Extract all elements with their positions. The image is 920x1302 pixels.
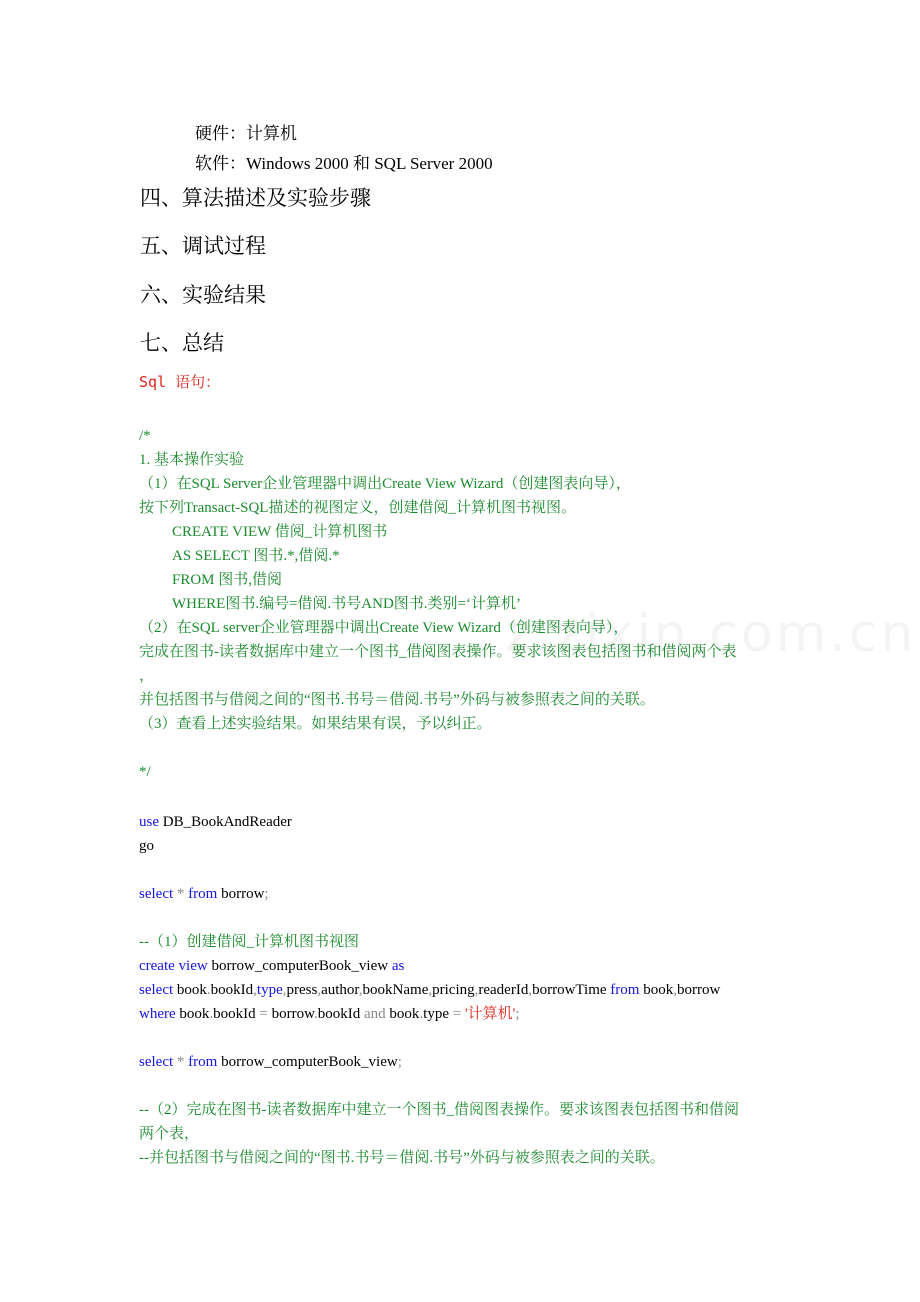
identifier: bookName (362, 982, 429, 998)
comment-step2-b: 完成在图书-读者数据库中建立一个图书_借阅图表操作。要求该图表包括图书和借阅两个表 (139, 644, 737, 660)
identifier: borrow (217, 886, 265, 902)
comment-step2-d: 并包括图书与借阅之间的“图书.书号＝借阅.书号”外码与被参照表之间的关联。 (139, 692, 655, 708)
identifier: type (423, 1006, 453, 1022)
keyword: select (139, 886, 174, 902)
operator: , (528, 982, 533, 998)
operator: , (673, 982, 677, 998)
comment-step2-a: （2）在SQL server企业管理器中调出Create View Wizard（创建图表向导）， (139, 620, 629, 636)
operator: , (474, 982, 479, 998)
identifier: bookId (210, 982, 254, 998)
operator: , (428, 982, 433, 998)
keyword: type (256, 982, 283, 998)
operator: . (313, 1006, 318, 1022)
comment-step3: （3）查看上述实验结果。如果结果有误，予以纠正。 (139, 716, 492, 732)
code-comment-2-b: 两个表， (139, 1126, 200, 1142)
operator: * (173, 886, 189, 902)
identifier: book (173, 982, 207, 998)
keyword: where (139, 1006, 176, 1022)
code-comment-2-c: --并包括图书与借阅之间的“图书.书号＝借阅.书号”外码与被参照表之间的关联。 (139, 1150, 665, 1166)
identifier: borrow_computerBook_view (217, 1054, 398, 1070)
section-heading-5: 五、调试过程 (140, 234, 266, 258)
code-select-columns (139, 980, 720, 1000)
comment-open: /* (139, 428, 151, 444)
code-select-borrow (139, 884, 269, 904)
code-comment-2-a: --（2）完成在图书-读者数据库中建立一个图书_借阅图表操作。要求该图表包括图书和借阅 (139, 1102, 739, 1118)
identifier: bookId (317, 1006, 364, 1022)
keyword: select (139, 1054, 174, 1070)
operator: = (452, 1006, 465, 1022)
software-line: 软件：Windows 2000 和 SQL Server 2000 (195, 154, 493, 173)
keyword: as (391, 958, 405, 974)
identifier: DB_BookAndReader (159, 814, 292, 830)
keyword: from (188, 886, 218, 902)
identifier: bookId (213, 1006, 260, 1022)
identifier: pricing (432, 982, 475, 998)
comment-def-4: WHERE图书.编号=借阅.书号AND图书.类别=‘计算机’ (172, 596, 521, 612)
identifier: borrow (676, 982, 721, 998)
operator: , (282, 982, 287, 998)
hardware-line: 硬件：计算机 (195, 124, 297, 143)
comment-def-2: AS SELECT 图书.*,借阅.* (172, 548, 340, 564)
sql-header: Sql 语句： (139, 373, 221, 391)
comment-step1-a: （1）在SQL Server企业管理器中调出Create View Wizard（创建图表向导）， (139, 476, 631, 492)
operator: ; (515, 1006, 520, 1022)
identifier: book (385, 1006, 420, 1022)
comment-step1-b: 按下列Transact-SQL描述的视图定义，创建借阅_计算机图书视图。 (139, 500, 576, 516)
code-use-line (139, 812, 292, 832)
operator: . (209, 1006, 214, 1022)
operator: ; (397, 1054, 402, 1070)
code-create-view (139, 956, 404, 976)
code-comment-1: --（1）创建借阅_计算机图书视图 (139, 934, 359, 950)
section-heading-6: 六、实验结果 (140, 283, 266, 307)
identifier: readerId (478, 982, 529, 998)
section-heading-4: 四、算法描述及实验步骤 (140, 186, 371, 210)
operator: * (173, 1054, 189, 1070)
identifier: author (321, 982, 359, 998)
comment-close: */ (139, 764, 151, 780)
identifier: book (175, 1006, 210, 1022)
keyword: create view (139, 958, 208, 974)
comment-step2-c: ， (139, 668, 155, 684)
operator: . (206, 982, 211, 998)
operator: = (259, 1006, 268, 1022)
comment-def-3: FROM 图书,借阅 (172, 572, 283, 588)
code-go-line: go (139, 838, 154, 854)
keyword: use (139, 814, 159, 830)
operator: and (363, 1006, 386, 1022)
identifier: borrow (267, 1006, 314, 1022)
keyword: from (610, 982, 640, 998)
operator: , (358, 982, 363, 998)
comment-title: 1. 基本操作实验 (139, 452, 245, 468)
code-select-view (139, 1052, 402, 1072)
keyword: from (188, 1054, 218, 1070)
identifier: press (286, 982, 318, 998)
identifier: borrow_computerBook_view (207, 958, 392, 974)
section-heading-7: 七、总结 (140, 331, 224, 355)
string-literal: '计算机' (464, 1006, 516, 1022)
identifier: book (639, 982, 674, 998)
keyword: select (139, 982, 174, 998)
operator: , (253, 982, 257, 998)
code-where-line (139, 1004, 520, 1024)
operator: , (317, 982, 322, 998)
operator: . (419, 1006, 424, 1022)
comment-def-1: CREATE VIEW 借阅_计算机图书 (172, 524, 388, 540)
operator: ; (264, 886, 269, 902)
identifier: borrowTime (532, 982, 611, 998)
